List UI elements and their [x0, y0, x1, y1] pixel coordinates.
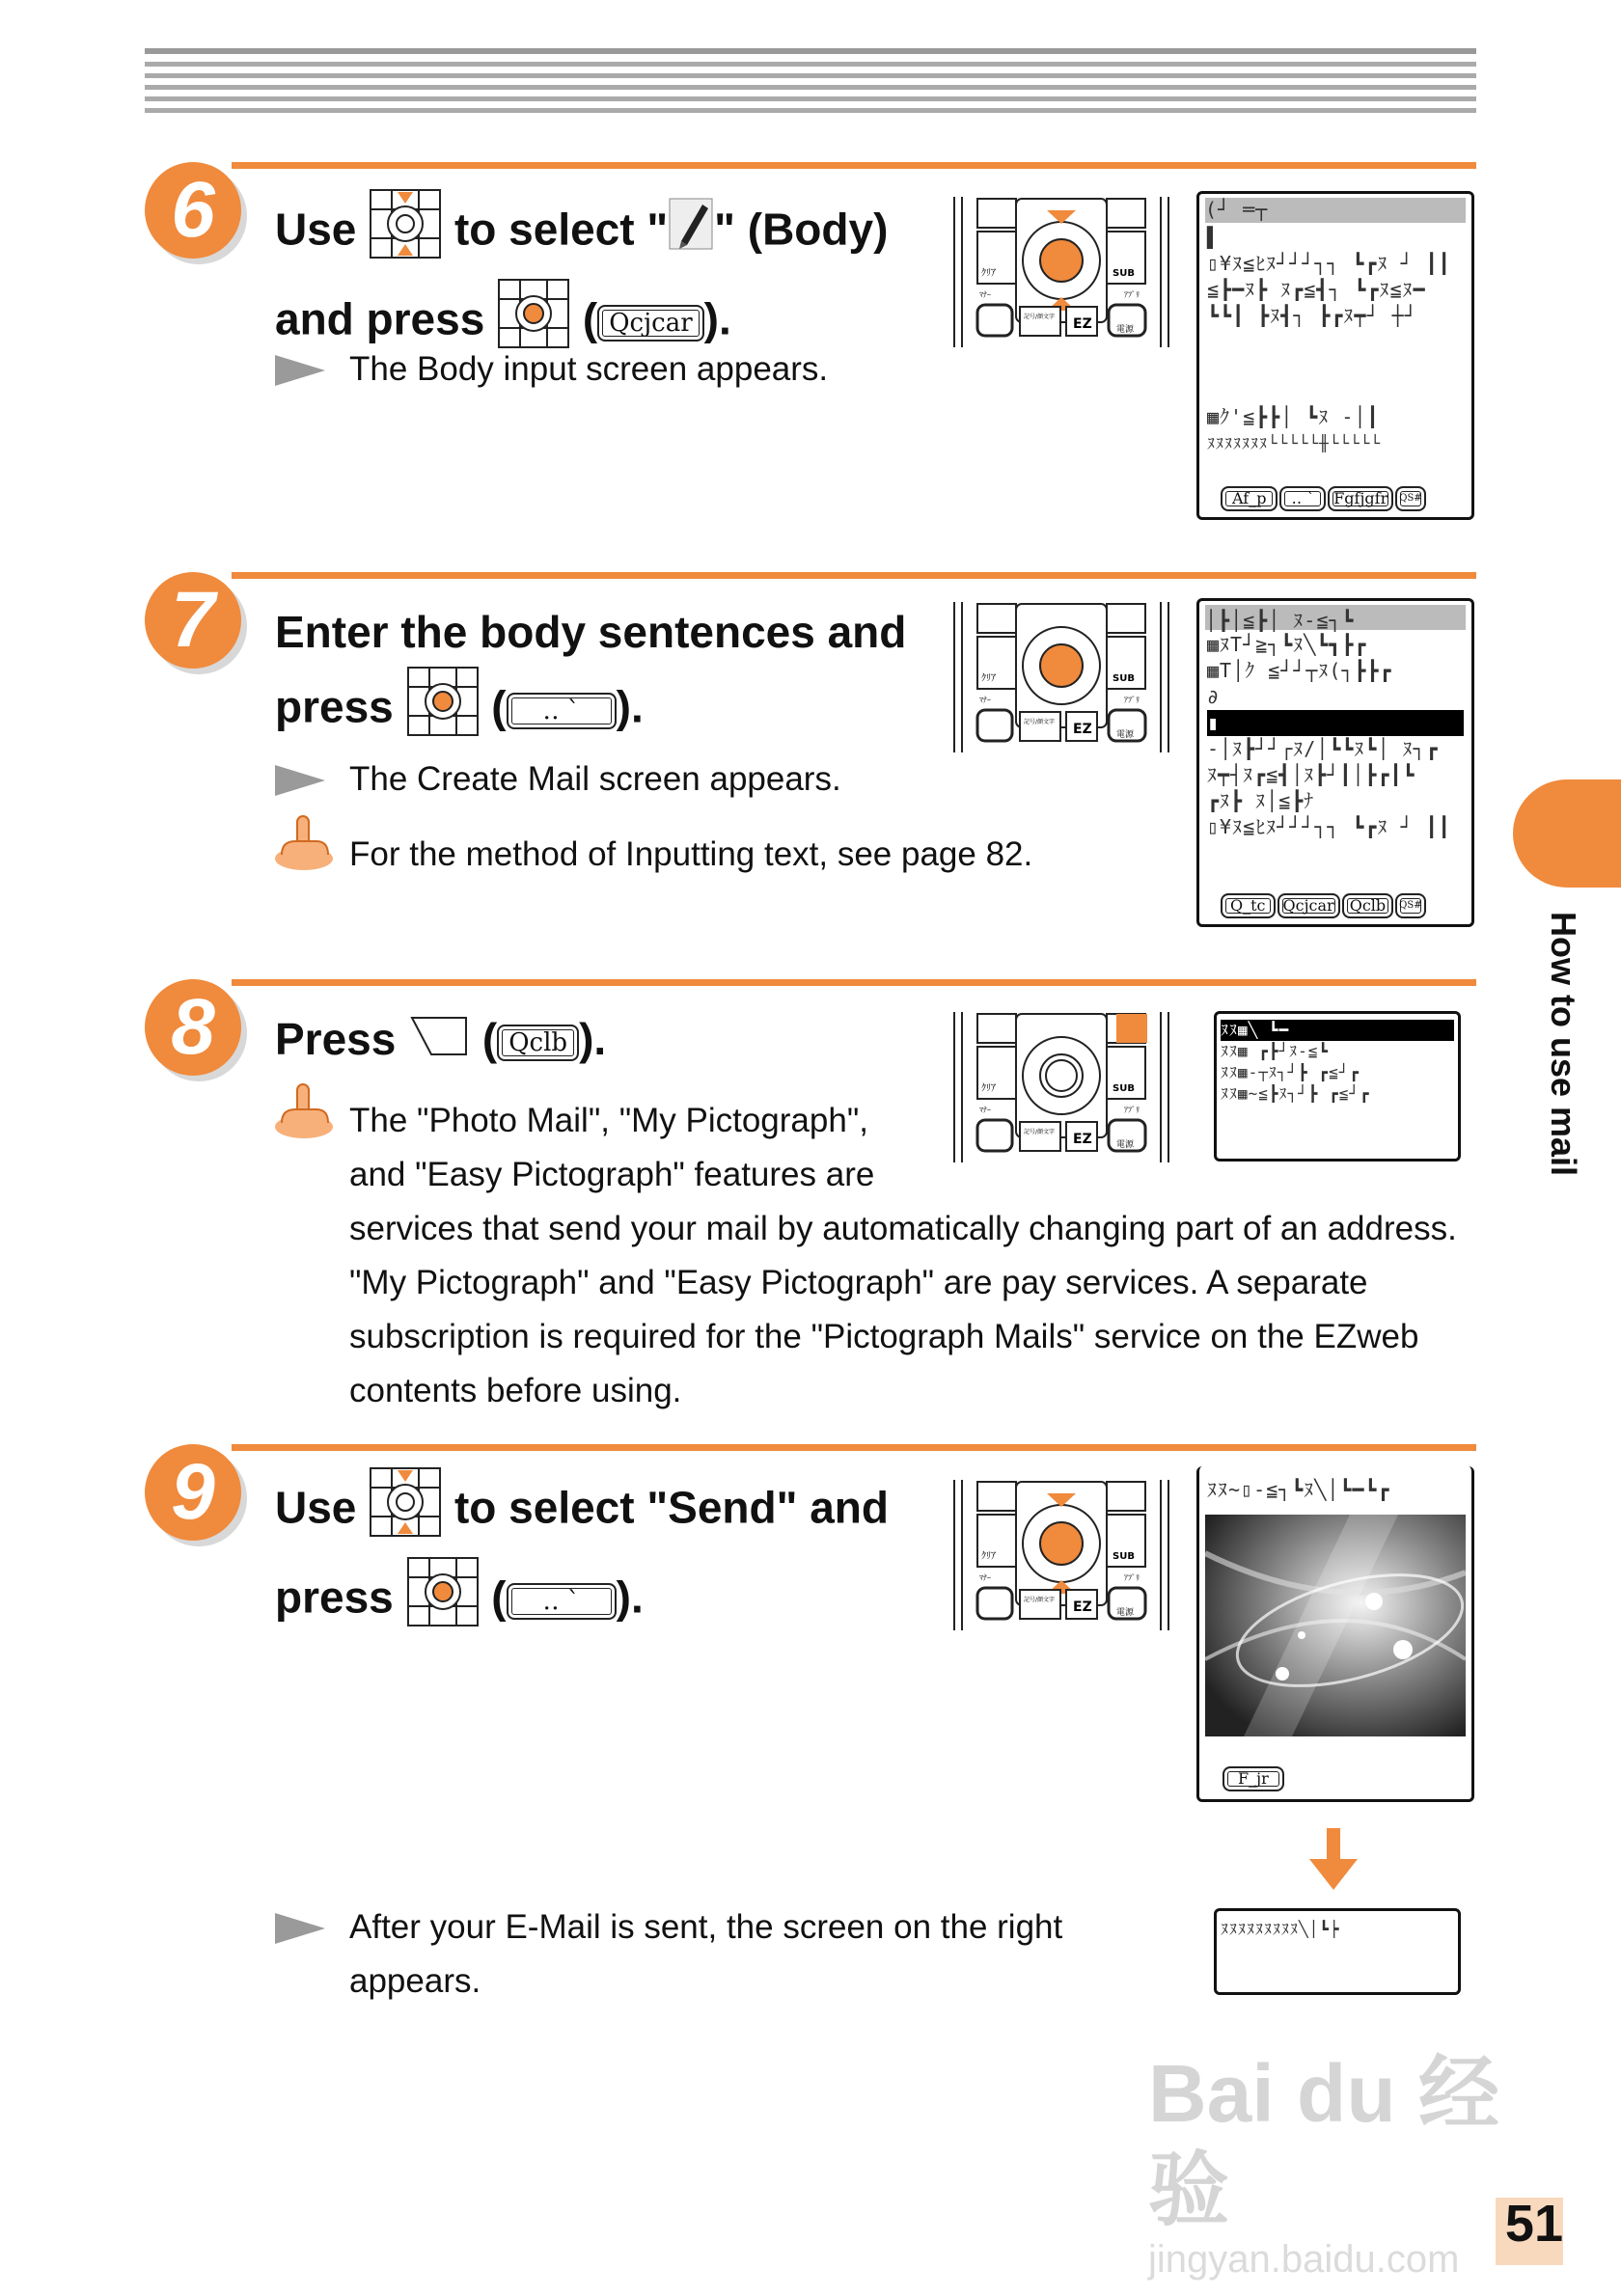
svg-text:電源: 電源 [1116, 1608, 1135, 1618]
pencil-icon [668, 197, 714, 269]
svg-text:ｱﾌﾟﾘ: ｱﾌﾟﾘ [1124, 696, 1140, 704]
note-line: contents before using. [349, 1372, 682, 1409]
hand-pointer-icon [272, 810, 336, 874]
svg-text:SUB: SUB [1113, 1551, 1135, 1562]
svg-text:電源: 電源 [1116, 1140, 1135, 1150]
svg-text:記号/顔文字: 記号/顔文字 [1024, 314, 1056, 320]
svg-text:ﾏﾅｰ: ﾏﾅｰ [979, 290, 991, 299]
keypad-svg [950, 598, 1172, 757]
screen-line: ﾇﾇ▦~≦┣ﾇ┐┘┣ ┏≦┘┏ [1221, 1084, 1370, 1103]
svg-text:記号/顔文字: 記号/顔文字 [1024, 719, 1056, 725]
step-7-title-text2: press [275, 681, 394, 732]
step-9-title-text: Use [275, 1482, 357, 1533]
screen-softkey: F_jr [1223, 1766, 1284, 1791]
svg-text:ｸﾘｱ: ｸﾘｱ [981, 268, 996, 279]
keypad-svg [950, 193, 1172, 352]
note-line: services that send your mail by automatically changing part of an address. [349, 1210, 1457, 1247]
step-9-title-text3: press [275, 1572, 394, 1623]
screen-line: ﾇ┯┤ﾇ┏≦┫│ﾇ┣┘┃│┣┏┃┗ [1207, 763, 1415, 786]
screen-softkeys [1221, 893, 1426, 918]
result-arrow-icon [275, 1913, 325, 1944]
phone-screen-create-mail [1196, 598, 1474, 927]
screen-line: (┘ ═┬ [1205, 198, 1269, 221]
screen-line-selected: ▮ [1207, 710, 1464, 736]
screen-line: ┗┗┃ ┣ﾇ┫┐ ┣┏ﾇ┯┘ ┼┘ [1207, 304, 1417, 327]
step-7-result: The Create Mail screen appears. [349, 760, 841, 798]
svg-text:SUB: SUB [1113, 673, 1135, 684]
page-number: 51 [1504, 2195, 1563, 2253]
side-tab-label [1534, 912, 1592, 1182]
keypad-diagram-8 [950, 1008, 1172, 1172]
screen-softkeys [1221, 486, 1426, 511]
screen-line: ▯¥ﾇ≦ﾋﾇ┘┘┘┐┐ ┗┏ﾇ ┘ ┃┃ [1207, 815, 1451, 838]
step-9-result-line: appears. [349, 1962, 481, 2000]
svg-text:ｸﾘｱ: ｸﾘｱ [981, 673, 996, 684]
screen-line: ∂ [1207, 685, 1221, 708]
svg-text:電源: 電源 [1116, 730, 1135, 740]
screen-line-selected: ﾇﾇ▦╲ ┗━ [1221, 1020, 1454, 1041]
screen-softkey: QS# [1395, 486, 1425, 511]
screen-line: ▦T│ｸ ≦┘┘┬ﾇ(┐┣┣┏ [1207, 659, 1392, 682]
sending-animation-image [1205, 1515, 1466, 1736]
step-7-badge: 7 [145, 572, 241, 669]
screen-softkey: Qclb [1342, 893, 1393, 918]
side-tab-text: How to use mail [1544, 912, 1583, 1177]
screen-line: -│ﾇ┣┘┘┌ﾇ/│┗┗ﾇ┗│ ﾇ┐┏ [1207, 737, 1439, 760]
step-6-title-text3: " (Body) [714, 204, 889, 255]
screen-line: ﾇﾇﾇﾇﾇﾇﾇ└└└└└╫└└└└└ [1207, 434, 1381, 452]
down-arrow-icon [1307, 1828, 1360, 1892]
step-7-note: For the method of Inputting text, see page 82. [349, 835, 1033, 873]
screen-line: ﾇﾇ▦ ┏┣┘ﾇ-≦┗ [1221, 1042, 1330, 1060]
screen-line: ﾇﾇ▦-┬ﾇ┐┘┣ ┏≦┘┏ [1221, 1063, 1360, 1081]
keypad-diagram-7 [950, 598, 1172, 762]
note-line: "My Pictograph" and "Easy Pictograph" are pay services. A separate [349, 1264, 1368, 1301]
side-tab [1513, 779, 1621, 888]
watermark-url: jingyan.baidu.com [1148, 2238, 1460, 2281]
step-7-rule [232, 572, 1476, 579]
phone-screen-sending [1196, 1466, 1474, 1802]
svg-text:ﾏﾅｰ: ﾏﾅｰ [979, 1106, 991, 1114]
center-key-icon [406, 1556, 480, 1646]
result-arrow-icon [275, 765, 325, 796]
note-line: The "Photo Mail", "My Pictograph", [349, 1102, 868, 1139]
svg-text:記号/顔文字: 記号/顔文字 [1024, 1597, 1056, 1603]
softkey-label: ‥ ` [507, 693, 617, 729]
result-arrow-icon [275, 355, 325, 386]
phone-screen-sent [1214, 1908, 1461, 1995]
phone-screen-mail-type [1214, 1011, 1461, 1162]
svg-text:EZ: EZ [1073, 1132, 1092, 1147]
step-8-title-text: Press [275, 1014, 397, 1064]
step-9-rule [232, 1444, 1476, 1451]
step-8-badge: 8 [145, 979, 241, 1076]
note-line: subscription is required for the "Pictograph Mails" service on the EZweb [349, 1318, 1419, 1355]
screen-softkey: QS# [1395, 893, 1425, 918]
step-6-title-text4: and press [275, 293, 485, 344]
softkey-label: Qcjcar [597, 305, 703, 342]
screen-softkey: ‥ ` [1279, 486, 1326, 511]
screen-softkey: Q_tc [1221, 893, 1276, 918]
screen-softkey: Qcjcar [1278, 893, 1340, 918]
center-key-icon [406, 666, 480, 755]
screen-line: ﾇﾇ~▯-≦┐┗ﾇ╲│┗━┗┏ [1207, 1478, 1390, 1501]
keypad-svg [950, 1008, 1172, 1167]
svg-text:EZ: EZ [1073, 722, 1092, 737]
screen-line: ﾇﾇﾇﾇﾇﾇﾇﾇﾇ╲│┗┝ [1221, 1920, 1340, 1938]
step-9-badge: 9 [145, 1444, 241, 1541]
svg-text:ｱﾌﾟﾘ: ｱﾌﾟﾘ [1124, 1106, 1140, 1114]
svg-text:ｱﾌﾟﾘ: ｱﾌﾟﾘ [1124, 290, 1140, 299]
softkey-label: Qclb [497, 1025, 579, 1061]
svg-text:記号/顔文字: 記号/顔文字 [1024, 1129, 1056, 1135]
softkey-right-icon [408, 1009, 470, 1077]
step-6-title-text: Use [275, 204, 357, 255]
svg-text:ｸﾘｱ: ｸﾘｱ [981, 1083, 996, 1094]
screen-line: ▦ｸ'≦┣┣│ ┗ﾇ -│┃ [1207, 405, 1380, 428]
step-9-title-text2: to select "Send" and [453, 1482, 890, 1533]
svg-text:SUB: SUB [1113, 1083, 1135, 1094]
svg-text:EZ: EZ [1073, 316, 1092, 332]
step-6-badge: 6 [145, 162, 241, 259]
step-9-result [349, 1900, 1062, 2009]
svg-text:ｸﾘｱ: ｸﾘｱ [981, 1551, 996, 1562]
keypad-svg [950, 1476, 1172, 1635]
svg-text:ｱﾌﾟﾘ: ｱﾌﾟﾘ [1124, 1573, 1140, 1582]
screen-line: ▌ [1207, 226, 1221, 249]
screen-softkey: Fgfjgfr [1328, 486, 1393, 511]
screen-line: ≦┣━ﾇ┣ ﾇ┏≦┫┐ ┗┏ﾇ≦ﾇ━ [1207, 278, 1426, 301]
screen-title-bar [1205, 198, 1466, 223]
step-6-title-text2: to select " [453, 204, 669, 255]
step-9-result-line: After your E-Mail is sent, the screen on the right [349, 1908, 1063, 1946]
svg-text:EZ: EZ [1073, 1599, 1092, 1615]
screen-softkey: Af_p [1221, 486, 1278, 511]
hand-pointer-icon [272, 1079, 336, 1142]
svg-text:ﾏﾅｰ: ﾏﾅｰ [979, 1573, 991, 1582]
note-line: and "Easy Pictograph" features are [349, 1156, 875, 1193]
screen-line: ┏ﾇ┣ ﾇ│≦┣ﾅ [1207, 789, 1315, 812]
step-8-title: Press ( Qclb ). [275, 1005, 950, 1077]
svg-text:電源: 電源 [1116, 325, 1135, 335]
screen-line: │┣│≦┣│ ﾇ-≦┐┗ [1205, 609, 1355, 632]
step-6-title: Use to select " " (Body) and press ( Qcjcar ). [275, 188, 950, 368]
keypad-diagram-9 [950, 1476, 1172, 1640]
step-6-result: The Body input screen appears. [349, 350, 829, 388]
step-7-title: Enter the body sentences and press ( ‥ ` ). [275, 598, 950, 755]
navi-key-icon [369, 1466, 442, 1556]
header-stripes [145, 48, 1476, 116]
step-9-title: Use to select "Send" and press ( ‥ ` ). [275, 1466, 950, 1646]
screen-line: ▦ﾇT┘≧┐┗ﾇ╲┗┓┣┏ [1207, 633, 1367, 656]
step-8-rule [232, 979, 1476, 986]
step-7-title-text: Enter the body sentences and [275, 607, 907, 657]
step-6-rule [232, 162, 1476, 169]
screen-line: ▯¥ﾇ≦ﾋﾇ┘┘┘┐┐ ┗┏ﾇ ┘ ┃┃ [1207, 252, 1451, 275]
softkey-label: ‥ ` [507, 1583, 617, 1620]
keypad-diagram-6 [950, 193, 1172, 357]
svg-text:SUB: SUB [1113, 268, 1135, 279]
svg-text:ﾏﾅｰ: ﾏﾅｰ [979, 696, 991, 704]
navi-key-icon [369, 188, 442, 278]
watermark-brand: Bai du 经验 [1148, 2048, 1500, 2235]
phone-screen-body-input [1196, 191, 1474, 520]
